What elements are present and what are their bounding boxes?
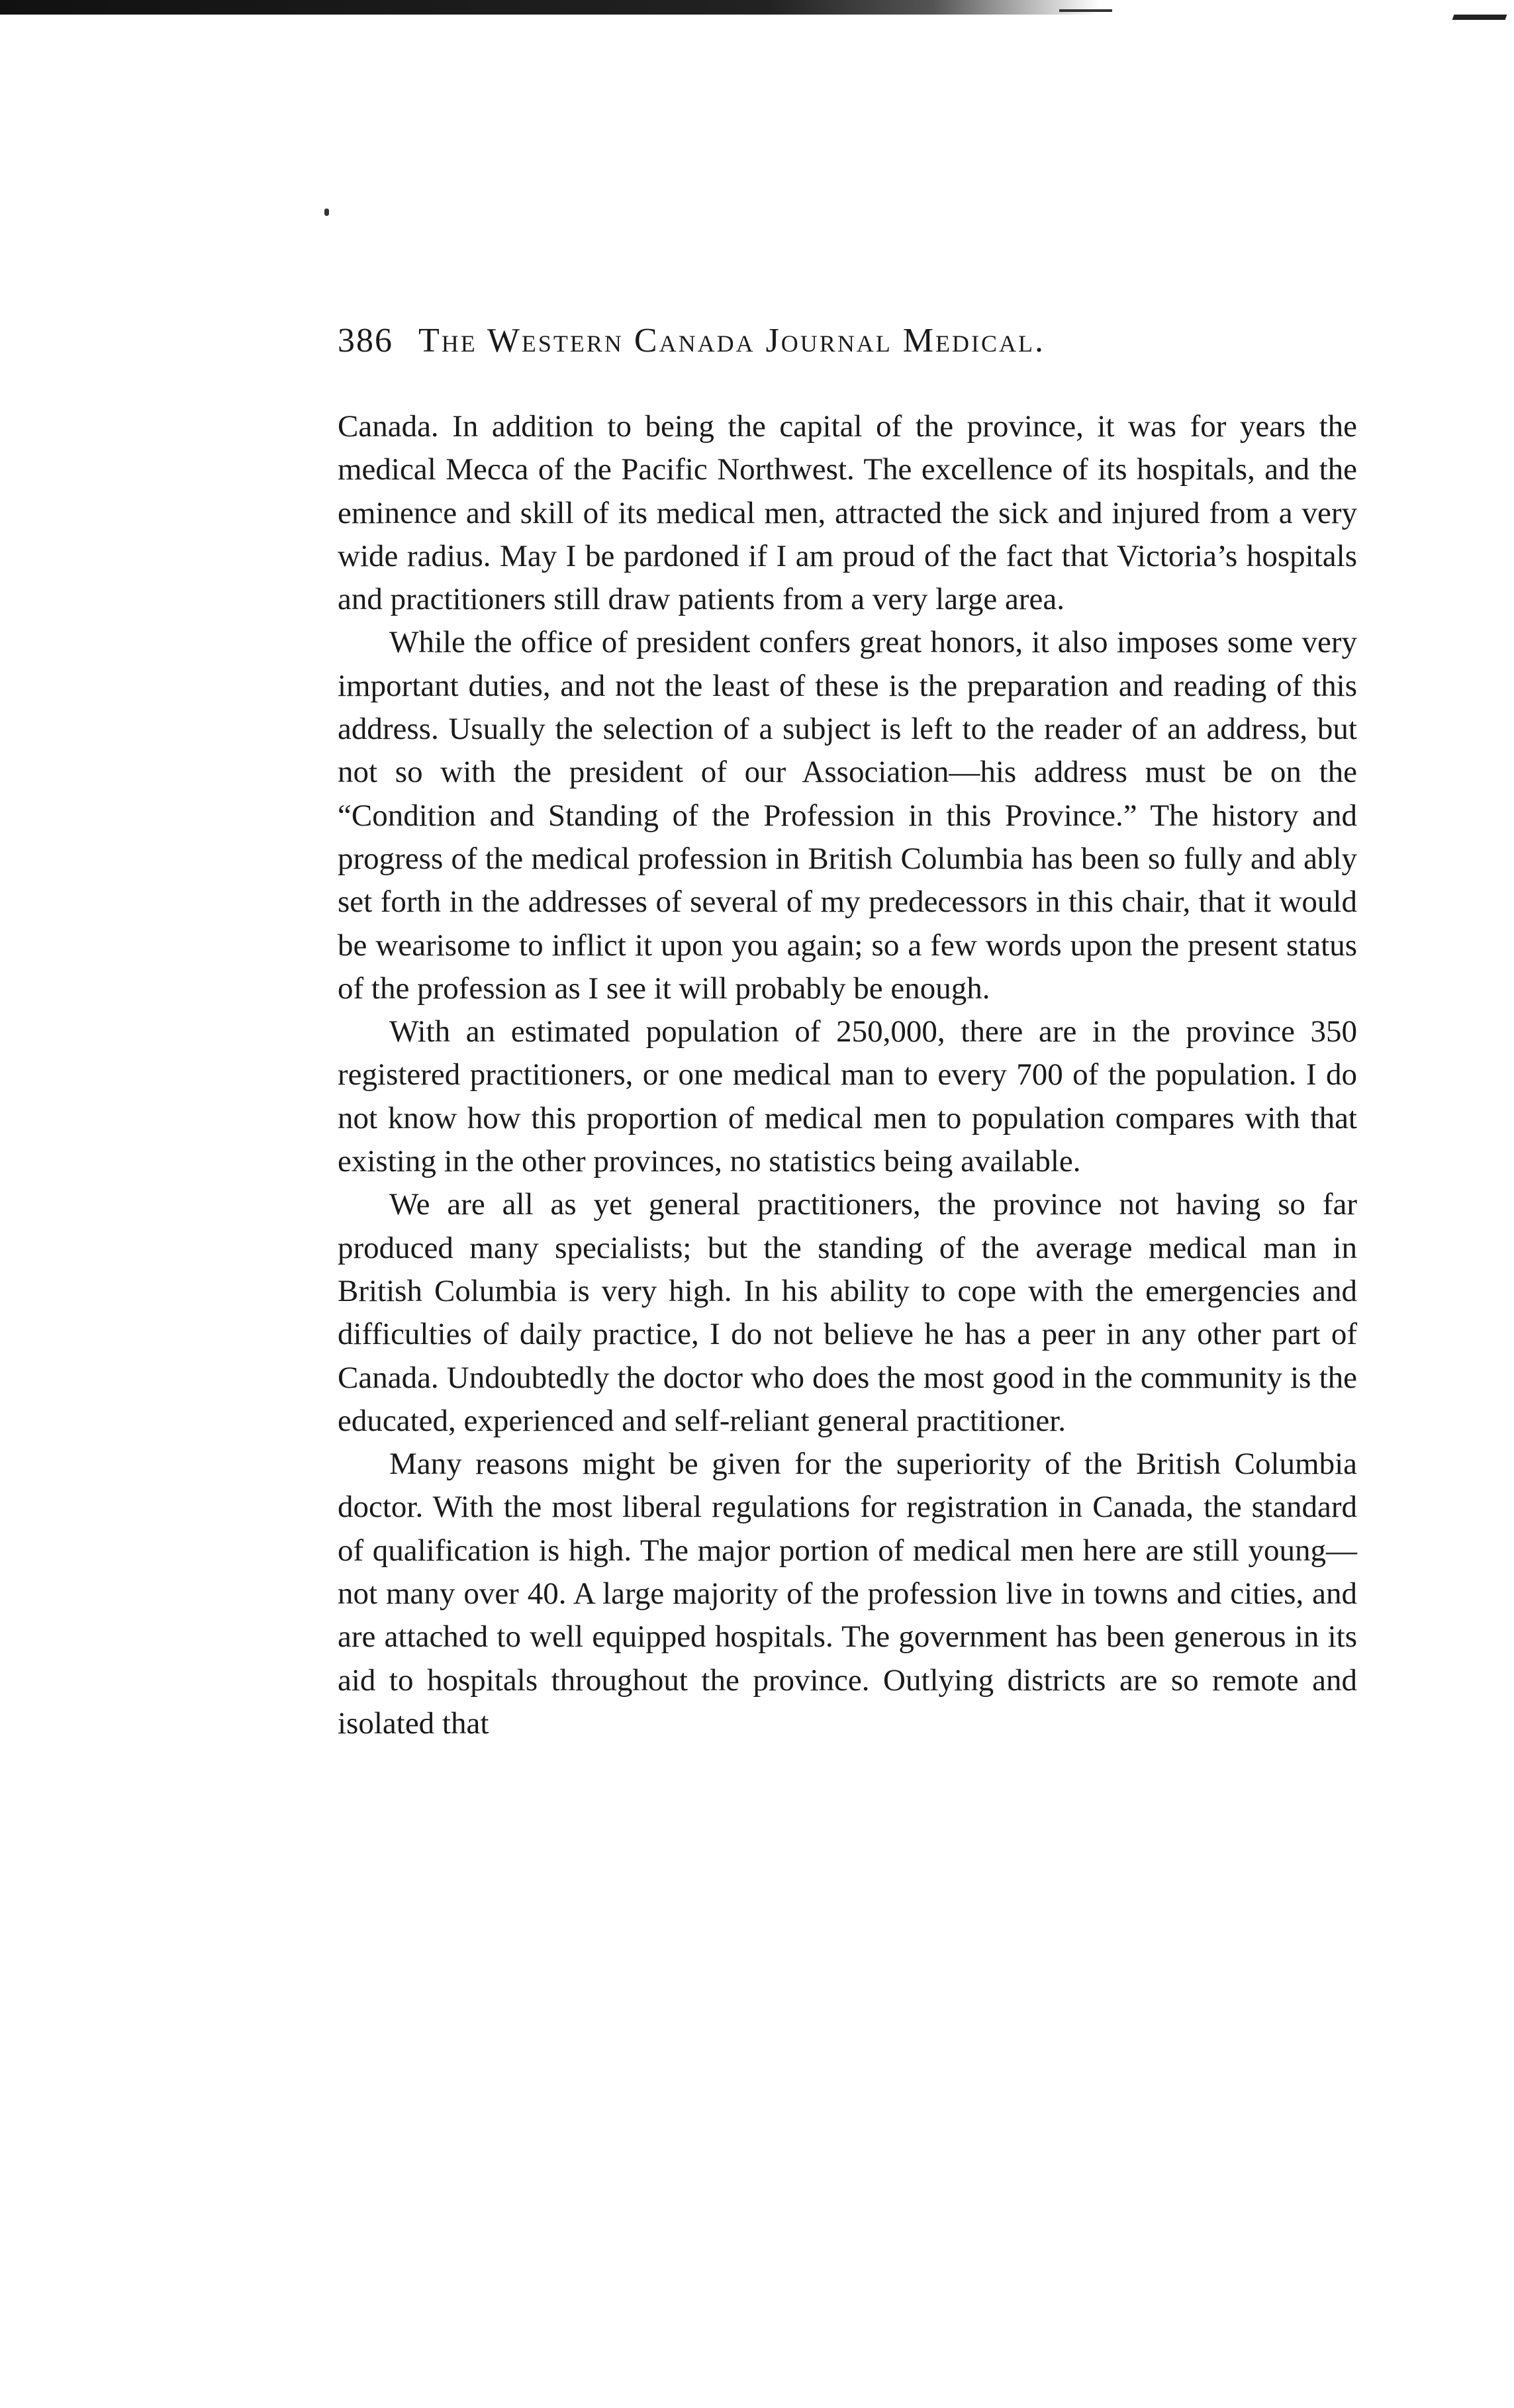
- paragraph: While the office of president confers great honors, it also imposes some very important duties, and not the least of these is the preparation and reading of this address. Usually the selection of a subject is left to the reader of an address, but not so with the president of our Association—his address must be on the “Condition and Standing of the Profession in this Province.” The history and progress of the medical profession in British Columbia has been so fully and ably set forth in the addresses of several of my predecessors in this chair, that it would be wearisome to inflict it upon you again; so a few words upon the present status of the profession as I see it will probably be enough.: [338, 625, 1357, 1006]
- scan-corner-mark: [1452, 15, 1507, 20]
- scan-top-edge-mark: [0, 0, 1099, 15]
- running-header: [338, 321, 1357, 360]
- paragraph: Many reasons might be given for the superiority of the British Columbia doctor. With the most liberal regulations for registration in Canada, the standard of qualification is high. The major portion of medical men here are still young—not many over 40. A large majority of the profession live in towns and cities, and are attached to well equipped hospitals. The government has been generous in its aid to hospitals throughout the province. Outlying districts are so remote and isolated that: [338, 1447, 1357, 1741]
- scan-speck: [324, 209, 329, 216]
- article-body: [338, 405, 1357, 1745]
- scan-top-edge-mark-thin: [1059, 9, 1112, 12]
- paragraph: With an estimated population of 250,000, there are in the province 350 registered practitioners, or one medical man to every 700 of the population. I do not know how this proportion of medical men to population compares with that existing in the other provinces, no statistics being available.: [338, 1014, 1357, 1179]
- paragraph: Canada. In addition to being the capital of the province, it was for years the medical Mecca of the Pacific Northwest. The excellence of its hospitals, and the eminence and skill of its medical men, attracted the sick and injured from a very wide radius. May I be pardoned if I am proud of the fact that Victoria’s hospitals and practitioners still draw patients from a very large area.: [338, 409, 1357, 617]
- page-number: 386: [338, 322, 393, 360]
- journal-title: The Western Canada Journal Medical.: [418, 322, 1046, 360]
- paragraph: We are all as yet general practitioners, the province not having so far produced many specialists; but the standing of the average medical man in British Columbia is very high. In his ability to cope with the emergencies and difficulties of daily practice, I do not believe he has a peer in any other part of Canada. Undoubtedly the doctor who does the most good in the community is the educated, experienced and self-reliant general practitioner.: [338, 1187, 1357, 1438]
